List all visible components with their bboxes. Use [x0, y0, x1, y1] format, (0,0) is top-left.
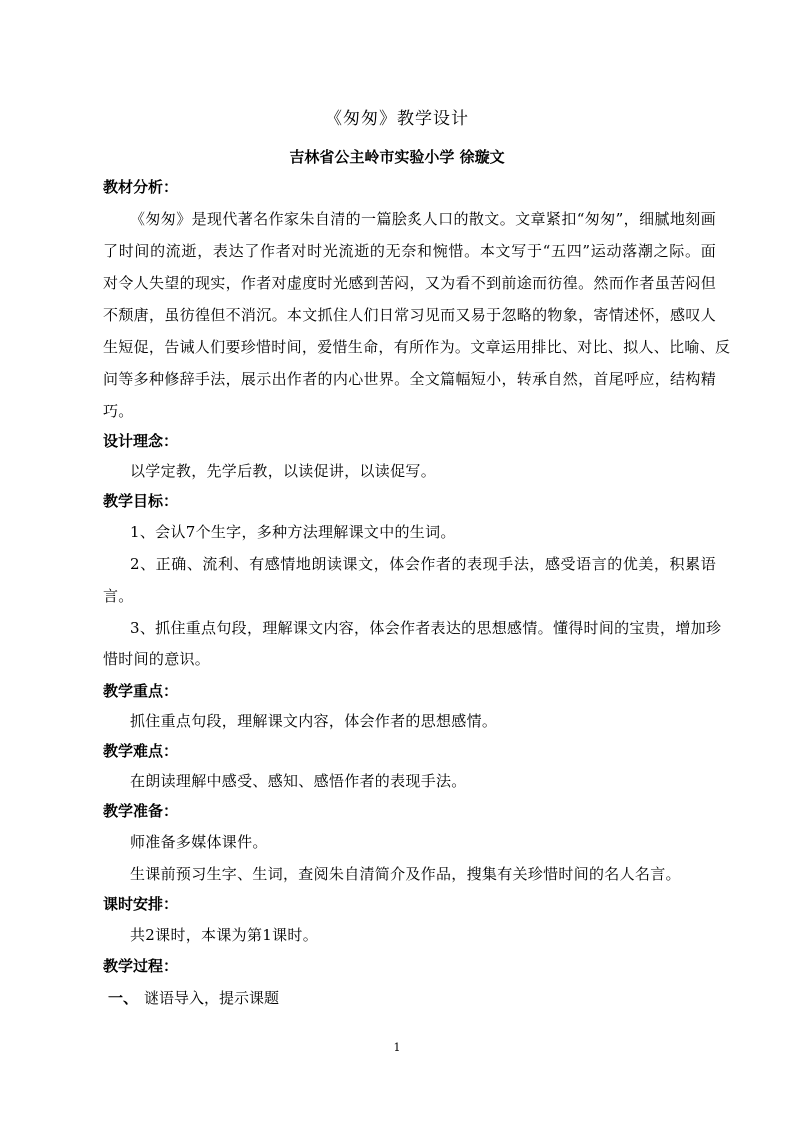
- analysis-line: 了时间的流逝，表达了作者对时光流逝的无奈和惋惜。本文写于“五四”运动落潮之际。面: [103, 242, 716, 260]
- analysis-line: 巧。: [103, 402, 134, 420]
- key-points-heading: 教学重点：: [103, 682, 179, 700]
- schedule-heading: 课时安排：: [103, 895, 179, 913]
- process-step-1-text: 谜语导入，提示课题: [144, 989, 280, 1007]
- document-author: 吉林省公主岭市实验小学 徐璇文: [289, 148, 505, 166]
- goal-item-1: 1、会认7个生字，多种方法理解课文中的生词。: [130, 523, 456, 541]
- analysis-line: 《匆匆》是现代著名作家朱自清的一篇脍炙人口的散文。文章紧扣“匆匆”，细腻地刻画: [130, 210, 716, 228]
- page-number: 1: [393, 1041, 401, 1054]
- process-heading: 教学过程：: [103, 957, 179, 975]
- preparation-student: 生课前预习生字、生词，查阅朱自清简介及作品，搜集有关珍惜时间的名人名言。: [130, 865, 681, 883]
- process-step-1: [108, 987, 279, 1008]
- difficulties-text: 在朗读理解中感受、感知、感悟作者的表现手法。: [130, 772, 467, 790]
- concept-heading: 设计理念：: [103, 432, 179, 450]
- document-title: 《匆匆》教学设计: [325, 109, 469, 129]
- preparation-heading: 教学准备：: [103, 802, 179, 820]
- analysis-line: 问等多种修辞手法，展示出作者的内心世界。全文篇幅短小，转承自然，首尾呼应，结构精: [103, 370, 716, 388]
- goal-item-2-continued: 言。: [103, 587, 134, 605]
- concept-text: 以学定教，先学后教，以读促讲，以读促写。: [130, 462, 437, 480]
- analysis-line: 对令人失望的现实，作者对虚度时光感到苦闷，又为看不到前途而彷徨。然而作者虽苦闷但: [103, 274, 716, 292]
- process-step-1-number: 一、: [108, 989, 139, 1007]
- goal-item-3-continued: 惜时间的意识。: [103, 650, 211, 668]
- analysis-line: 不颓唐，虽彷徨但不消沉。本文抓住人们日常习见而又易于忽略的物象，寄情述怀，感叹人: [103, 306, 716, 324]
- difficulties-heading: 教学难点：: [103, 742, 179, 760]
- preparation-teacher: 师准备多媒体课件。: [130, 833, 268, 851]
- schedule-text: 共2课时，本课为第1课时。: [130, 926, 318, 944]
- goals-heading: 教学目标：: [103, 492, 179, 510]
- analysis-heading: 教材分析：: [103, 178, 179, 196]
- key-points-text: 抓住重点句段，理解课文内容，体会作者的思想感情。: [130, 712, 498, 730]
- analysis-line: 生短促，告诫人们要珍惜时间，爱惜生命，有所作为。文章运用排比、对比、拟人、比喻、反: [103, 338, 731, 356]
- goal-item-2: 2、正确、流利、有感情地朗读课文，体会作者的表现手法，感受语言的优美，积累语: [130, 555, 716, 573]
- goal-item-3: 3、抓住重点句段，理解课文内容，体会作者表达的思想感情。懂得时间的宝贵，增加珍: [130, 619, 722, 637]
